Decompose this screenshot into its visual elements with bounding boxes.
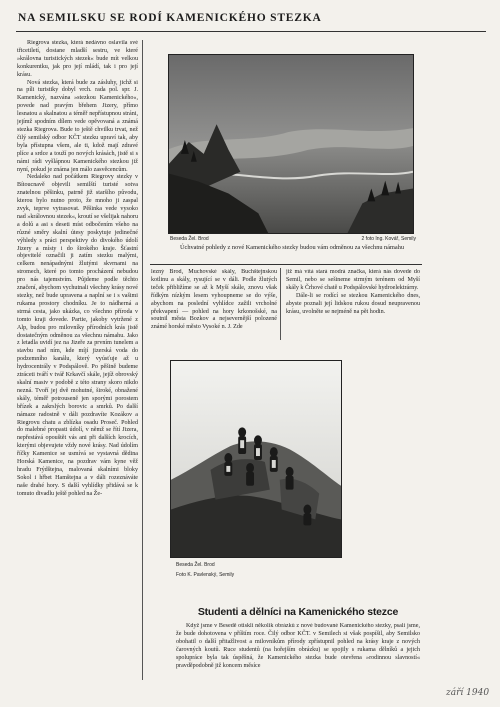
article-body: [176, 623, 420, 687]
page-headline: NA SEMILSKU SE RODÍ KAMENICKÉHO STEZKA: [18, 12, 322, 24]
column-divider: [280, 268, 281, 340]
paragraph: již má vítá stará modrá značka, která nás dovede do Semil, nebo se sešineme strmým terénem od Myší skály k Črhové chatě u Podspálovské hydroelektrárny.: [286, 269, 420, 291]
photo-caption: Úchvatné pohledy z nové Kamenického stezky budou vám odměnou za všechnu námahu: [180, 244, 404, 251]
photo-credit-left: Beseda Žel. Brod: [170, 236, 209, 242]
column-left: [17, 40, 138, 680]
handwritten-date: září 1940: [446, 688, 490, 698]
section-rule: [150, 264, 422, 265]
paragraph: Dále-li se rodící se stezkou Kamenického dnes, abyste poznali její lidskou rukou dosud neupravenou krásu, uvolněte se nejméně na pět hodin.: [286, 292, 420, 315]
paragraph: Nová stezka, která bude za zásluhy, jichž si na píli turistiky dobyl vrch. rada pol. spr. J. Kamenický, nazvána »stezkou Kamenického«, povede nad pravým břehem Jizery, přímo lesnatou a skalnatou a téměř nepřístupnou stráni, jejímž spodním dílem vede opěvovaná a známá stezka Riegrova. Bude to ještě chvilku trvat, než čilý semilský odbor KČT stezku upraví tak, aby byla přístupna všem, ale ti, kdož mají zdravé plíce a srdce a touží po nových krásách, jistě si s námi rádi vyšlápnou Kamenického stezkou již nyní, pokud je známa jen málo zasvěcencům.: [17, 79, 138, 173]
article-heading: Studenti a dělníci na Kamenického stezce: [197, 606, 399, 618]
headline-rule: [16, 31, 486, 32]
column-middle: [151, 269, 277, 341]
photo-credit-right: 2 foto Ing. Kovář, Semily: [361, 236, 416, 242]
paragraph: Když jsme v Besedě otiskli několik obrázků z nové budované Kamenického stezky, psali jsme, že bude dohotovena v příštím roce. Čilý odbor KČT. v Semilech si však pospíšil, aby Semilsko obohatil o další přitažlivost a milovníkům přírody zpřístupnil pohled na krásy kraje z nových čarovných koutů. Ruce studentů (na hořejším obrázku) se spojily s rukama dělníků a jejich spolupráce byla tak úspěšná, že Kamenického stezka bude otevřena »rodinnou slavností« pravděpodobně již koncem měsíce: [176, 623, 420, 669]
paragraph: Nedaleko nad počátkem Riegrovy stezky v Bítoucnavě objevili semilští turisté sotva znatelnou pěšinku, patrně již staršího původu, kterou bylo nutno proto, že mnoho ji zaspal zvyk, teprve vytrasovat. Pěšinka vede vysoko nad »královnou stezek«, kroutí se všelijak nahoru a dolů a asi s deseti míst odbočením všeho na různé směry skalní útesy poskytuje jedinečné výhledy s práci perspektivy do divokého údolí Jizery a místy i do širokého kraje. Šťastní objevitelé označili ji zatím stezku malými, celkem nenápadnými žlutými skvrnami na stromech, které po tomto procházení nebudou pro nás tajemstvím. Půjdeme podle těchto značení, abychom vychutnali všechny krásy nové stezky, než bude upravena a naplní se i s vašimi rukama prostory chodníku. Je to nádherná a strmá cesta, jako ukázka, co všechno příroda v tomto kraji dovede. Partie, jakoby vytržené z Alp, budou pro milovníky přírodních krás jistě dostatečným odměnou za všechnu námahu. Jako z letadla uvidí jez na Jizeře za prvním tunelem a stavbu nad ním, kde míjí jizerská voda do podzemního kanálu, který vyúsťuje až u hydrocentrály v Podspálově. Po pěšině budeme ztráceti tváří v tvář Krkavčí skále, jejíž obrovský skalní masiv v podobě z této strany skoro nikdo nezná. Tvoří jej dvě mohutné, široké, obnažené skály, téměř potrouseně jen sporými porostem břízek a zakrslých borovic a smrků. Po další námaze radostně v dáli pozdravíte Kozákov a Riegrovu chatu a zblízka osadu Proseč. Pohled do malebné propasti údolí, v němž se řítí Jizera, nepřestává opouštět vás ani při dalších krocích, kterými objevujete vždy nové krásy. Nad údolím říčky Kamenice se usmívá se vystavná dědina Horská Kamenice, na pozdrav vám kyne věž hradu Frýdštejna, malovaná skalními bloky Sokol i hřbet Hamštejna a v dáli rozeznáváte naše drahé hory. S další vyhlídky přidává se k tomuto divadlu ještě pohled na Že-: [17, 174, 138, 497]
column-right: [286, 269, 420, 341]
paragraph: Riegrova stezka, která nedávno oslavila své třicetiletí, dostane mladší sestru, ve které »královna turistických stezek« bude mít velkou konkurentku, jak pro její mládí, tak i pro její krásu.: [17, 40, 138, 78]
group-photo: [170, 360, 342, 558]
photo-credit-left: Beseda Žel. Brod: [176, 562, 215, 568]
column-divider: [142, 40, 143, 680]
paragraph: lezný Brod, Muchovské skály, Buchštejnskou kotlinu a skály, rysující se v dáli. Podle žlutých teček přibližíme se až k Myší skále, znovu však řídkým nízkým lesem vyhoupneme se do výše, abychom na poslední vyhlídce zažili vrcholné překvapení — pohled na hory krkonošské, na soutnil města Bozkov a nejsevernější polozené známé horské město Vysoké n. J. Zde: [151, 269, 277, 331]
landscape-photo: [168, 54, 414, 234]
photo-credit-right: Foto K. Pavlenský, Semily: [176, 572, 235, 578]
